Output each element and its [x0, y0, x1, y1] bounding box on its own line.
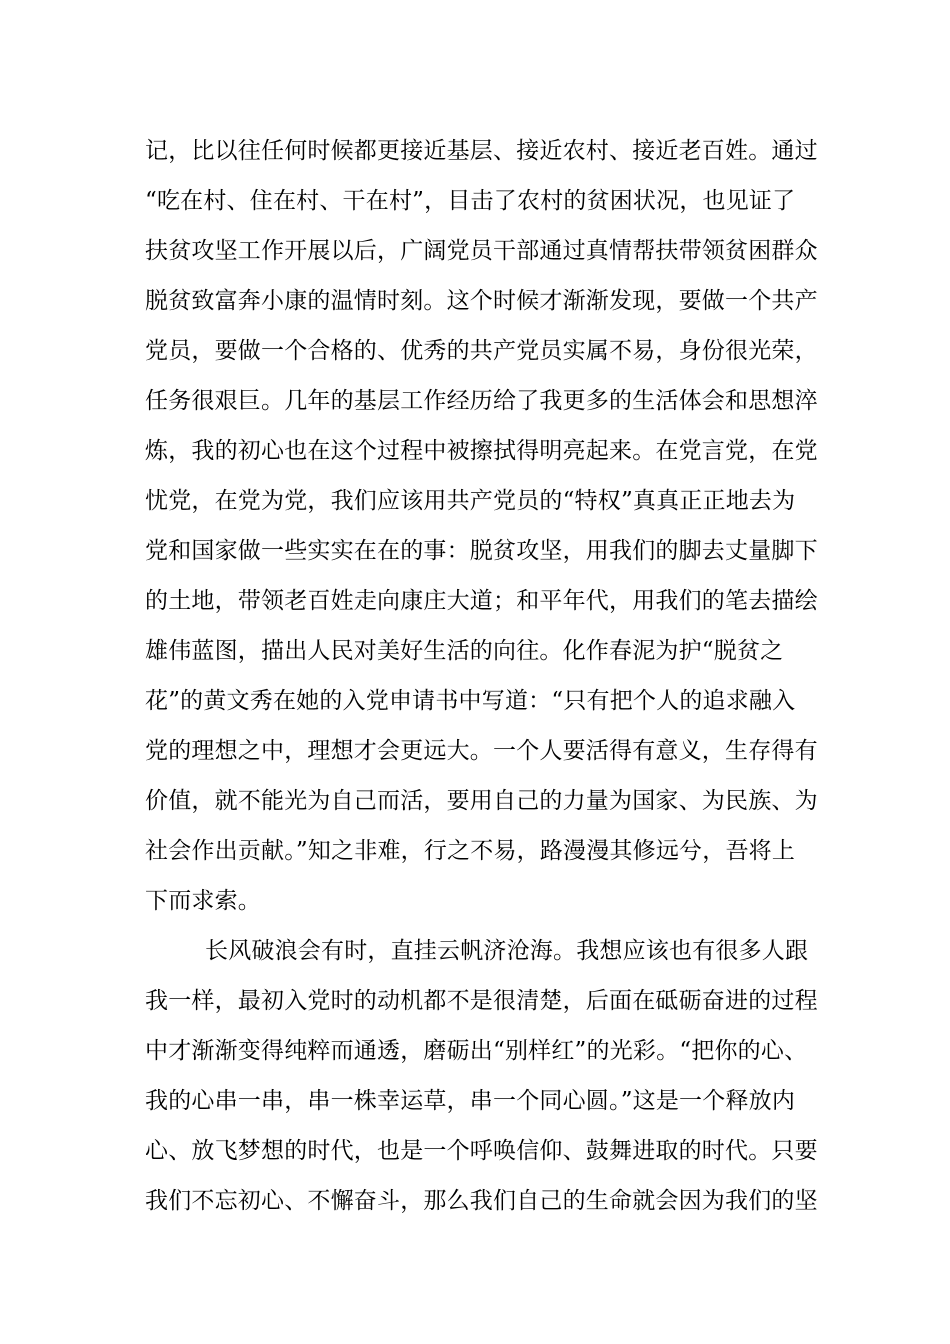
text-line: 扶贫攻坚工作开展以后，广阔党员干部通过真情帮扶带领贫困群众	[145, 238, 818, 264]
text-line: 中才渐渐变得纯粹而通透，磨砺出“别样红”的光彩。“把你的心、	[145, 1038, 808, 1064]
text-line: 党员，要做一个合格的、优秀的共产党员实属不易，身份很光荣，	[145, 338, 818, 364]
text-line: 党和国家做一些实实在在的事：脱贫攻坚，用我们的脚去丈量脚下	[145, 538, 818, 564]
text-line: 炼，我的初心也在这个过程中被擦拭得明亮起来。在党言党，在党	[145, 438, 818, 464]
text-line: 雄伟蓝图，描出人民对美好生活的向往。化作春泥为护“脱贫之	[145, 638, 784, 664]
text-line: 下而求索。	[145, 888, 261, 914]
text-line: 我的心串一串，串一株幸运草，串一个同心圆。”这是一个释放内	[145, 1088, 796, 1114]
text-line: 的土地，带领老百姓走向康庄大道；和平年代，用我们的笔去描绘	[145, 588, 818, 614]
text-line: 记，比以往任何时候都更接近基层、接近农村、接近老百姓。通过	[145, 138, 818, 164]
text-line: 我们不忘初心、不懈奋斗，那么我们自己的生命就会因为我们的坚	[145, 1188, 818, 1214]
paragraph-start-line: 长风破浪会有时，直挂云帆济沧海。我想应该也有很多人跟	[205, 938, 809, 964]
text-line: 脱贫致富奔小康的温情时刻。这个时候才渐渐发现，要做一个共产	[145, 288, 818, 314]
text-line: 任务很艰巨。几年的基层工作经历给了我更多的生活体会和思想淬	[145, 388, 818, 414]
text-line: 忧党，在党为党，我们应该用共产党员的“特权”真真正正地去为	[145, 488, 796, 514]
text-line: 我一样，最初入党时的动机都不是很清楚，后面在砥砺奋进的过程	[145, 988, 818, 1014]
text-line: 社会作出贡献。”知之非难，行之不易，路漫漫其修远兮，吾将上	[145, 838, 796, 864]
text-line: 党的理想之中，理想才会更远大。一个人要活得有意义，生存得有	[145, 738, 818, 764]
body-text	[145, 126, 820, 1226]
text-line: 心、放飞梦想的时代，也是一个呼唤信仰、鼓舞进取的时代。只要	[145, 1138, 818, 1164]
text-line: 价值，就不能光为自己而活，要用自己的力量为国家、为民族、为	[145, 788, 818, 814]
text-line: “吃在村、住在村、干在村”，目击了农村的贫困状况，也见证了	[145, 188, 796, 214]
text-line: 花”的黄文秀在她的入党申请书中写道：“只有把个人的追求融入	[145, 688, 796, 714]
